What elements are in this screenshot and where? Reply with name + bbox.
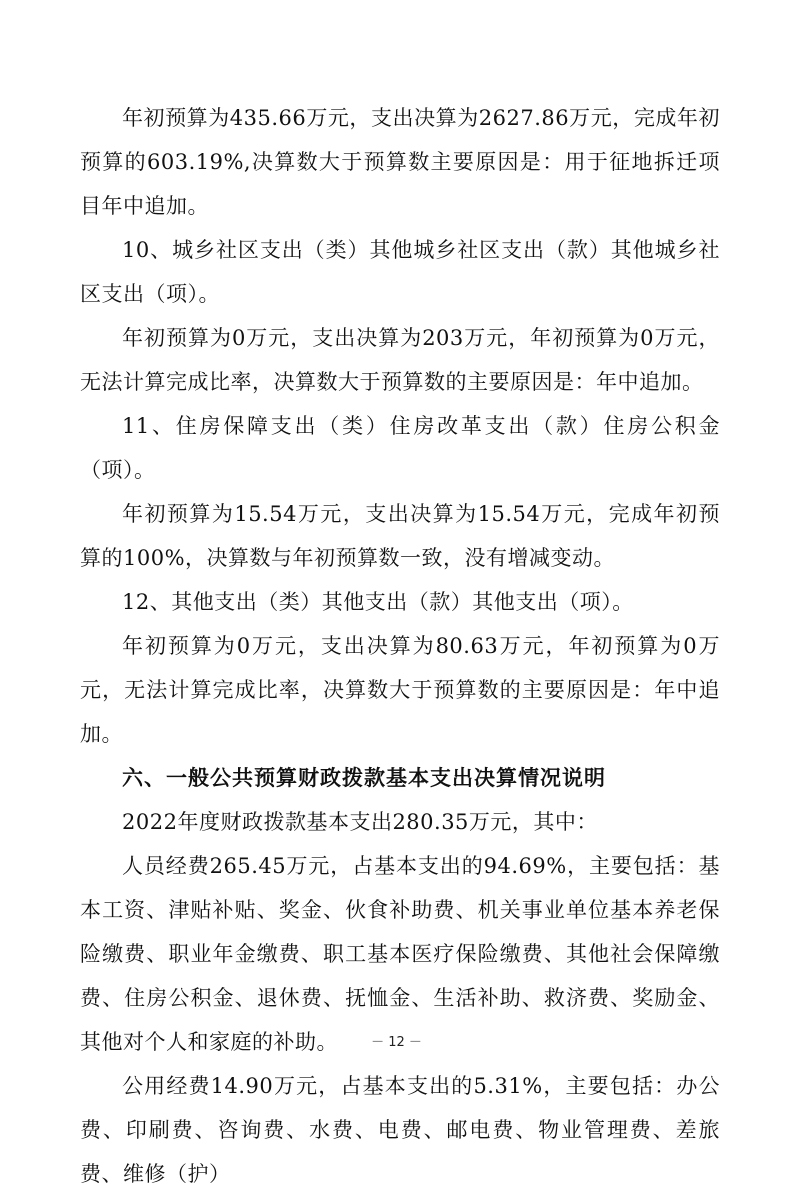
paragraph-item-10-detail: 年初预算为0万元，支出决算为203万元，年初预算为0万元，无法计算完成比率，决算数大于预算数的主要原因是：年中追加。 xyxy=(80,326,720,394)
paragraph-budget-completion: 年初预算为435.66万元，支出决算为2627.86万元，完成年初预算的603.19%,决算数大于预算数主要原因是：用于征地拆迁项目年中追加。 xyxy=(80,106,720,218)
paragraph-item-10-title: 10、城乡社区支出（类）其他城乡社区支出（款）其他城乡社区支出（项）。 xyxy=(80,238,720,306)
paragraph-item-11-title: 11、住房保障支出（类）住房改革支出（款）住房公积金（项）。 xyxy=(80,414,720,482)
paragraph-item-11-detail: 年初预算为15.54万元，支出决算为15.54万元，完成年初预算的100%，决算数与年初预算数一致，没有增减变动。 xyxy=(80,502,720,570)
section-heading-6: 六、一般公共预算财政拨款基本支出决算情况说明 xyxy=(122,766,606,790)
paragraph-personnel-expenses: 人员经费265.45万元，占基本支出的94.69%，主要包括：基本工资、津贴补贴、奖金、伙食补助费、机关事业单位基本养老保险缴费、职业年金缴费、职工基本医疗保险缴费、其他社会保障缴费、住房公积金、退休费、抚恤金、生活补助、救济费、奖励金、其他对个人和家庭的补助。 xyxy=(80,854,720,1054)
paragraph-item-12-title: 12、其他支出（类）其他支出（款）其他支出（项）。 xyxy=(122,590,634,614)
paragraph-basic-expenditure-total: 2022年度财政拨款基本支出280.35万元，其中： xyxy=(122,810,598,834)
page-number: － 12 － xyxy=(371,1035,422,1050)
document-body xyxy=(80,96,720,1196)
paragraph-item-12-detail: 年初预算为0万元，支出决算为80.63万元，年初预算为0万元，无法计算完成比率，决算数大于预算数的主要原因是：年中追加。 xyxy=(80,634,720,746)
paragraph-public-expenses: 公用经费14.90万元，占基本支出的5.31%，主要包括：办公费、印刷费、咨询费、水费、电费、邮电费、物业管理费、差旅费、维修（护） xyxy=(80,1074,720,1186)
